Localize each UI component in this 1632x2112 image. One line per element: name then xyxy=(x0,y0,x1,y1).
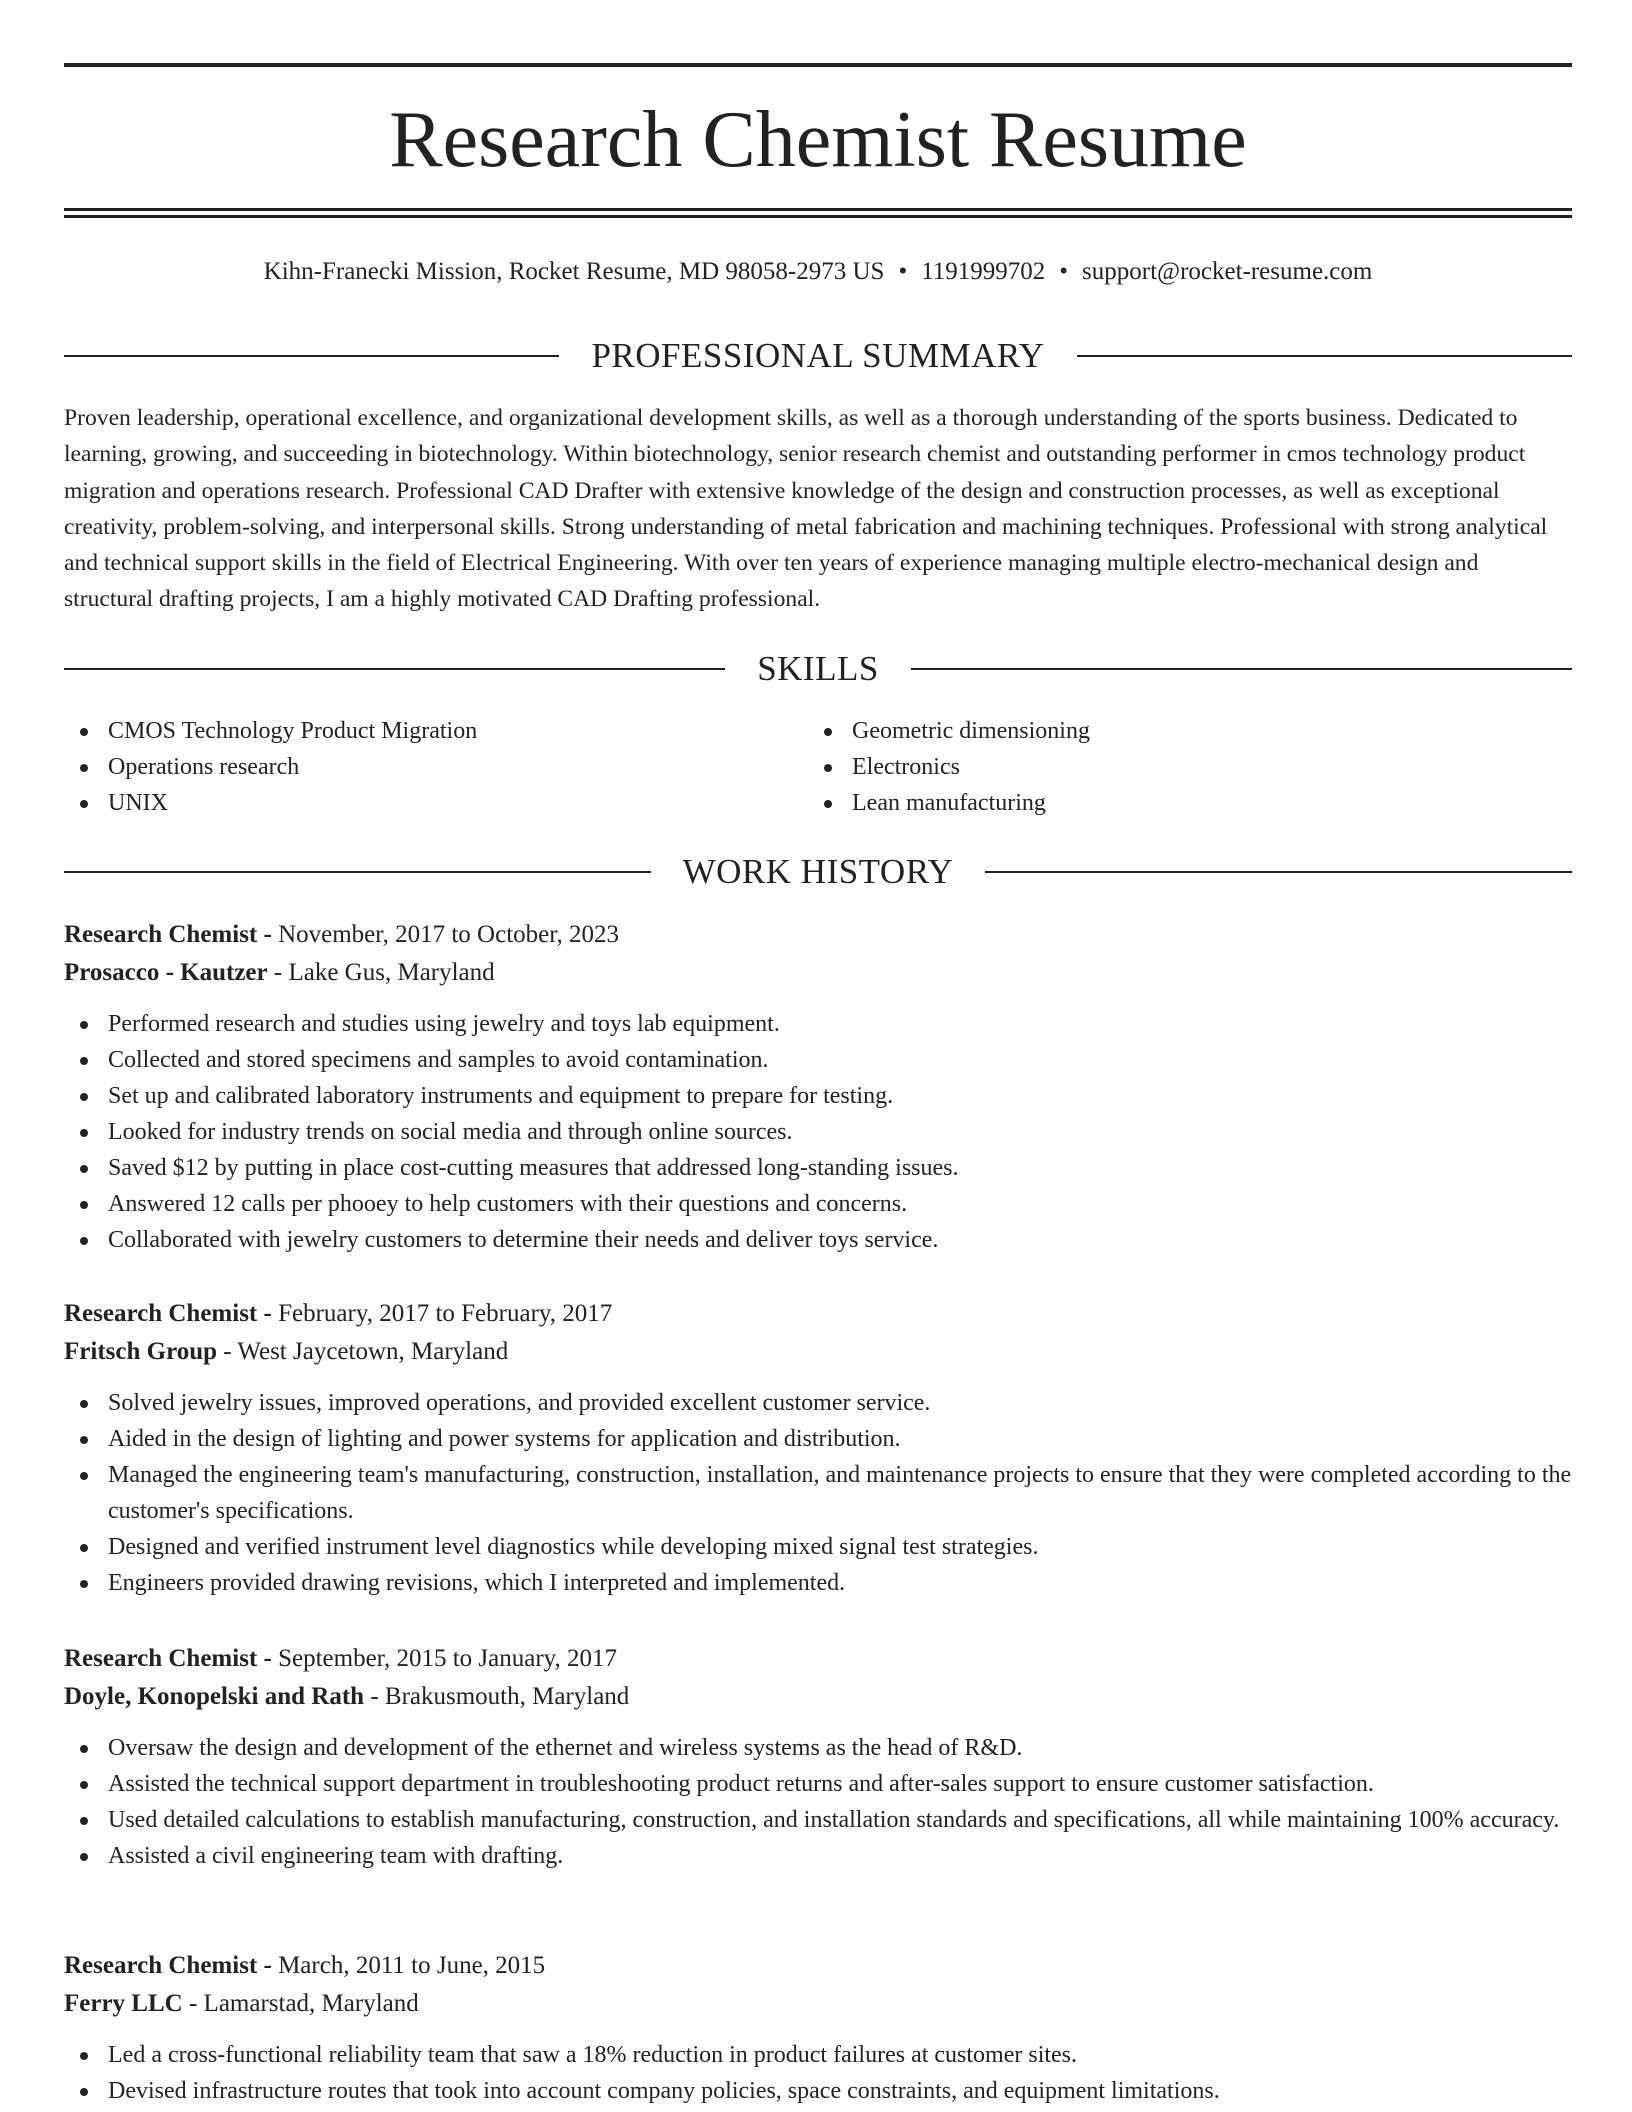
job-bullets xyxy=(64,1385,1572,1601)
job-bullet: Collaborated with jewelry customers to determine their needs and deliver toys service. xyxy=(64,1222,1572,1258)
job-location: Lake Gus, Maryland xyxy=(288,959,495,986)
skill-item: Operations research xyxy=(64,749,804,785)
heading-rule-right xyxy=(985,871,1572,873)
contact-separator: • xyxy=(898,258,908,285)
job-bullet: Managed the engineering team's manufacturing, construction, installation, and maintenance projects to ensure that they were completed according to the customer's specifications. xyxy=(64,1457,1572,1529)
skill-item: Geometric dimensioning xyxy=(808,713,1568,749)
job-title-line: Research Chemist - September, 2015 to January, 2017 xyxy=(64,1645,618,1672)
skill-item: CMOS Technology Product Migration xyxy=(64,713,804,749)
job-bullet: Answered 12 calls per phooey to help customers with their questions and concerns. xyxy=(64,1186,1572,1222)
title-rule-lower xyxy=(64,215,1572,218)
summary-heading-label: PROFESSIONAL SUMMARY xyxy=(591,336,1045,375)
job-bullet: Collected and stored specimens and samples to avoid contamination. xyxy=(64,1042,1572,1078)
skill-item: Electronics xyxy=(808,749,1568,785)
job-bullet: Set up and calibrated laboratory instruments and equipment to prepare for testing. xyxy=(64,1078,1572,1114)
job-entry xyxy=(64,1295,1572,1601)
summary-text: Proven leadership, operational excellence, and organizational development skills, as well as a thorough understanding of the sports business. Dedicated to learning, growing, and succeeding in biotechnology. Within biotechnology, senior research chemist and outstanding performer in cmos technology product migration and operations research. Professional CAD Drafter with extensive knowledge of the design and construction processes, as well as exceptional creativity, problem-solving, and interpersonal skills. Strong understanding of metal fabrication and machining techniques. Professional with strong analytical and technical support skills in the field of Electrical Engineering. With over ten years of experience managing multiple electro-mechanical design and structural drafting projects, I am a highly motivated CAD Drafting professional. xyxy=(64,405,1548,613)
job-location: West Jaycetown, Maryland xyxy=(237,1338,509,1365)
job-dates: March, 2011 to June, 2015 xyxy=(278,1952,546,1979)
job-bullet: Oversaw the design and development of the ethernet and wireless systems as the head of R&D. xyxy=(64,1730,1572,1766)
job-bullet: Designed and verified instrument level diagnostics while developing mixed signal test strategies. xyxy=(64,1529,1572,1565)
job-bullet: Saved $12 by putting in place cost-cutting measures that addressed long-standing issues. xyxy=(64,1150,1572,1186)
contact-phone: 1191999702 xyxy=(921,258,1046,285)
job-title: Research Chemist xyxy=(64,1645,258,1672)
job-bullet: Solved jewelry issues, improved operations, and provided excellent customer service. xyxy=(64,1385,1572,1421)
job-location: Brakusmouth, Maryland xyxy=(384,1683,630,1710)
job-bullet: Engineers provided drawing revisions, which I interpreted and implemented. xyxy=(64,1565,1572,1601)
contact-line xyxy=(64,255,1572,289)
job-entry xyxy=(64,1640,1572,1874)
skill-item: Lean manufacturing xyxy=(808,785,1568,821)
heading-rule-left xyxy=(64,668,725,670)
skill-item: UNIX xyxy=(64,785,804,821)
job-company: Prosacco - Kautzer xyxy=(64,959,268,986)
job-company-line: Prosacco - Kautzer - Lake Gus, Maryland xyxy=(64,959,495,986)
job-bullet: Aided in the design of lighting and power systems for application and distribution. xyxy=(64,1421,1572,1457)
resume-title: Research Chemist Resume xyxy=(389,96,1247,184)
heading-rule-right xyxy=(1077,355,1572,357)
job-title-line: Research Chemist - March, 2011 to June, 2015 xyxy=(64,1952,546,1979)
job-bullet: Assisted a civil engineering team with drafting. xyxy=(64,1838,1572,1874)
job-bullet: Devised infrastructure routes that took into account company policies, space constraints, and equipment limitations. xyxy=(64,2073,1572,2109)
job-title-line: Research Chemist - November, 2017 to October, 2023 xyxy=(64,921,620,948)
contact-separator: • xyxy=(1059,258,1069,285)
job-title: Research Chemist xyxy=(64,1300,258,1327)
job-bullet: Looked for industry trends on social media and through online sources. xyxy=(64,1114,1572,1150)
job-bullets xyxy=(64,1730,1572,1874)
job-bullets xyxy=(64,1006,1572,1258)
summary-heading xyxy=(64,335,1572,377)
job-bullet: Assisted the technical support department in troubleshooting product returns and after-sales support to ensure customer satisfaction. xyxy=(64,1766,1572,1802)
job-entry xyxy=(64,916,1572,1258)
contact-address: Kihn-Franecki Mission, Rocket Resume, MD 98058-2973 US xyxy=(263,258,885,285)
skills-list-left xyxy=(64,713,804,821)
job-location: Lamarstad, Maryland xyxy=(203,1990,419,2017)
job-title: Research Chemist xyxy=(64,921,258,948)
work-history-heading-label: WORK HISTORY xyxy=(682,852,954,891)
job-company: Fritsch Group xyxy=(64,1338,218,1365)
contact-email: support@rocket-resume.com xyxy=(1082,258,1373,285)
job-dates: February, 2017 to February, 2017 xyxy=(278,1300,613,1327)
skills-list-right xyxy=(808,713,1568,821)
work-history-heading xyxy=(64,851,1572,893)
heading-rule-right xyxy=(911,668,1572,670)
top-rule xyxy=(64,63,1572,67)
job-bullet: Led a cross-functional reliability team that saw a 18% reduction in product failures at customer sites. xyxy=(64,2037,1572,2073)
job-bullets xyxy=(64,2037,1572,2109)
job-entry xyxy=(64,1947,1572,2109)
skills-heading xyxy=(64,648,1572,690)
job-title-line: Research Chemist - February, 2017 to February, 2017 xyxy=(64,1300,613,1327)
job-dates: September, 2015 to January, 2017 xyxy=(278,1645,618,1672)
job-dates: November, 2017 to October, 2023 xyxy=(278,921,620,948)
skills-heading-label: SKILLS xyxy=(757,649,879,688)
job-title: Research Chemist xyxy=(64,1952,258,1979)
job-company-line: Fritsch Group - West Jaycetown, Maryland xyxy=(64,1338,509,1365)
job-bullet: Used detailed calculations to establish manufacturing, construction, and installation standards and specifications, all while maintaining 100% accuracy. xyxy=(64,1802,1572,1838)
job-bullet: Performed research and studies using jewelry and toys lab equipment. xyxy=(64,1006,1572,1042)
title-rule-upper xyxy=(64,208,1572,211)
job-company: Ferry LLC xyxy=(64,1990,183,2017)
heading-rule-left xyxy=(64,355,559,357)
job-company-line: Doyle, Konopelski and Rath - Brakusmouth, Maryland xyxy=(64,1683,630,1710)
heading-rule-left xyxy=(64,871,651,873)
job-company: Doyle, Konopelski and Rath xyxy=(64,1683,365,1710)
job-company-line: Ferry LLC - Lamarstad, Maryland xyxy=(64,1990,419,2017)
